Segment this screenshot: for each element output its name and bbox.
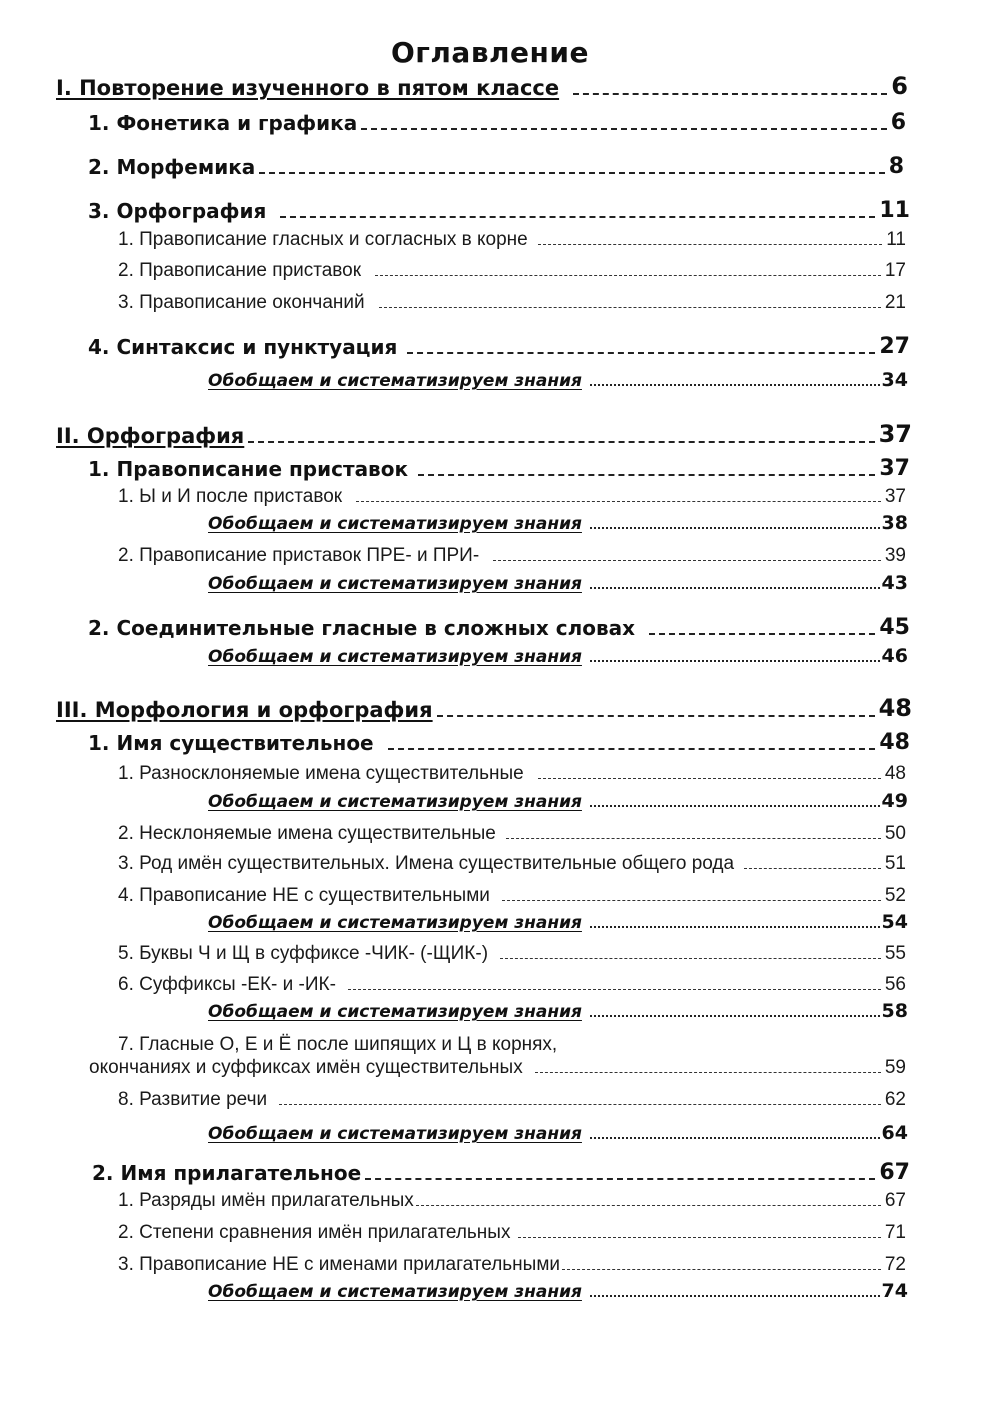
toc-page-number: 74 xyxy=(881,1280,908,1302)
toc-entry-text: 1. Правописание гласных и согласных в корне xyxy=(118,229,528,250)
toc-chapter[interactable] xyxy=(88,615,910,640)
toc-entry-text: окончаниях и суффиксах имён существительных xyxy=(89,1057,523,1078)
toc-entry-text: Обобщаем и систематизируем знания xyxy=(208,1002,582,1022)
toc-section[interactable] xyxy=(118,885,906,907)
toc-chapter[interactable] xyxy=(88,456,910,481)
page-title: Оглавление xyxy=(390,36,589,69)
toc-section[interactable] xyxy=(118,1254,906,1276)
toc-leader xyxy=(388,748,876,750)
toc-leader xyxy=(590,1015,880,1017)
toc-entry-text: 1. Фонетика и графика xyxy=(88,111,358,135)
toc-entry-text: 2. Морфемика xyxy=(88,155,256,179)
toc-section[interactable] xyxy=(118,229,906,251)
toc-page-number: 52 xyxy=(884,885,906,906)
toc-entry-text: Обобщаем и систематизируем знания xyxy=(208,647,582,667)
toc-entry-text: 1. Правописание приставок xyxy=(88,457,409,481)
toc-page-number: 62 xyxy=(884,1089,906,1110)
toc-entry-text: 3. Орфография xyxy=(88,199,267,223)
toc-summary[interactable] xyxy=(208,369,908,391)
toc-page-number: 49 xyxy=(881,790,908,812)
toc-summary[interactable] xyxy=(208,911,908,933)
toc-entry-text: I. Повторение изученного в пятом классе xyxy=(56,76,560,100)
toc-entry-text: 2. Степени сравнения имён прилагательных xyxy=(118,1222,511,1243)
toc-entry-text: 3. Правописание окончаний xyxy=(118,292,365,313)
toc-entry-text: 2. Правописание приставок xyxy=(118,260,362,281)
toc-leader xyxy=(518,1237,880,1238)
toc-entry-text: 5. Буквы Ч и Щ в суффиксе -ЧИК- (-ЩИК-) xyxy=(118,943,489,964)
toc-entry-text: 3. Правописание НЕ с именами прилагательными xyxy=(118,1254,561,1275)
toc-entry-text: 3. Род имён существительных. Имена существительные общего рода xyxy=(118,853,735,874)
toc-entry-text: 2. Несклоняемые имена существительные xyxy=(118,823,496,844)
toc-leader xyxy=(590,1137,880,1139)
toc-page-number: 48 xyxy=(884,763,906,784)
toc-leader xyxy=(573,93,887,95)
toc-page-number: 48 xyxy=(878,694,912,722)
toc-entry-text: Обобщаем и систематизируем знания xyxy=(208,792,582,812)
toc-page-number: 37 xyxy=(879,456,910,481)
toc-leader xyxy=(437,715,875,717)
toc-entry-text: 1. Разряды имён прилагательных xyxy=(118,1190,414,1211)
toc-section[interactable] xyxy=(118,545,906,567)
toc-entry-text: 8. Развитие речи xyxy=(118,1089,268,1110)
toc-leader xyxy=(375,275,881,276)
toc-chapter[interactable] xyxy=(88,198,910,223)
toc-page-number: 45 xyxy=(879,615,910,640)
toc-leader xyxy=(590,384,880,386)
toc-leader xyxy=(590,527,880,529)
toc-chapter[interactable] xyxy=(88,154,904,179)
toc-section[interactable] xyxy=(118,974,906,996)
toc-page-number: 37 xyxy=(884,486,906,507)
toc-section-line-1: 7. Гласные О, Е и Ё после шипящих и Ц в корнях, xyxy=(118,1034,558,1055)
toc-leader xyxy=(538,244,883,245)
toc-summary[interactable] xyxy=(208,572,908,594)
toc-entry-text: 2. Имя прилагательное xyxy=(92,1161,362,1185)
toc-page-number: 72 xyxy=(884,1254,906,1275)
toc-entry-text: Обобщаем и систематизируем знания xyxy=(208,913,582,933)
toc-leader xyxy=(279,1104,881,1105)
toc-leader xyxy=(379,307,881,308)
toc-page-number: 37 xyxy=(878,420,912,448)
toc-page-number: 59 xyxy=(884,1057,906,1078)
toc-leader xyxy=(590,1295,880,1297)
toc-section[interactable] xyxy=(118,763,906,785)
toc-part-2[interactable] xyxy=(56,420,912,448)
toc-summary[interactable] xyxy=(208,1000,908,1022)
toc-entry-text: Обобщаем и систематизируем знания xyxy=(208,574,582,594)
toc-summary[interactable] xyxy=(208,1122,908,1144)
toc-summary[interactable] xyxy=(208,790,908,812)
toc-page-number: 17 xyxy=(884,260,906,281)
toc-page-number: 27 xyxy=(879,334,910,359)
toc-leader xyxy=(356,501,881,502)
toc-section[interactable] xyxy=(118,1222,906,1244)
toc-section[interactable] xyxy=(118,853,906,875)
toc-page-number: 43 xyxy=(881,572,908,594)
toc-entry-text: Обобщаем и систематизируем знания xyxy=(208,514,582,534)
toc-part-1[interactable] xyxy=(56,72,908,100)
toc-leader xyxy=(535,1072,881,1073)
toc-entry-text: Обобщаем и систематизируем знания xyxy=(208,1124,582,1144)
toc-leader xyxy=(361,128,886,130)
toc-page-number: 56 xyxy=(884,974,906,995)
toc-page-number: 38 xyxy=(881,512,908,534)
toc-leader xyxy=(248,441,874,443)
toc-page-number: 50 xyxy=(884,823,906,844)
toc-page-number: 11 xyxy=(886,229,906,250)
toc-entry-text: II. Орфография xyxy=(56,424,245,448)
toc-leader xyxy=(590,926,880,928)
toc-chapter[interactable] xyxy=(88,730,910,755)
toc-entry-text: 4. Синтаксис и пунктуация xyxy=(88,335,398,359)
toc-page-number: 64 xyxy=(881,1122,908,1144)
toc-summary[interactable] xyxy=(208,1280,908,1302)
toc-section[interactable] xyxy=(118,486,906,508)
toc-page-number: 48 xyxy=(879,730,910,755)
toc-entry-text: 1. Разносклоняемые имена существительные xyxy=(118,763,524,784)
toc-page-number: 11 xyxy=(879,198,910,223)
toc-entry-text: 1. Имя существительное xyxy=(88,731,374,755)
toc-section[interactable] xyxy=(118,1089,906,1111)
toc-chapter[interactable] xyxy=(88,334,910,359)
toc-leader xyxy=(538,778,881,779)
toc-leader xyxy=(590,660,880,662)
toc-leader xyxy=(365,1178,875,1180)
toc-leader xyxy=(502,900,881,901)
toc-part-3[interactable] xyxy=(56,694,912,722)
toc-page-number: 51 xyxy=(884,853,906,874)
toc-page-number: 21 xyxy=(884,292,906,313)
toc-leader xyxy=(506,838,881,839)
toc-entry-text: 1. Ы и И после приставок xyxy=(118,486,343,507)
toc-page-number: 67 xyxy=(884,1190,906,1211)
toc-leader xyxy=(500,958,881,959)
toc-page-number: 67 xyxy=(879,1160,910,1185)
toc-chapter[interactable] xyxy=(92,1160,910,1185)
toc-summary[interactable] xyxy=(208,512,908,534)
toc-page-number: 8 xyxy=(888,154,904,179)
toc-leader xyxy=(493,560,881,561)
toc-leader xyxy=(562,1269,881,1270)
toc-leader xyxy=(416,1205,881,1206)
toc-page-number: 46 xyxy=(881,645,908,667)
toc-page-number: 6 xyxy=(890,110,906,135)
toc-leader xyxy=(744,868,881,869)
toc-section[interactable] xyxy=(118,292,906,314)
toc-entry-text: 6. Суффиксы -ЕК- и -ИК- xyxy=(118,974,336,995)
toc-entry-text: 2. Правописание приставок ПРЕ- и ПРИ- xyxy=(118,545,480,566)
toc-entry-text: 2. Соединительные гласные в сложных словах xyxy=(88,616,636,640)
toc-page-number: 58 xyxy=(881,1000,908,1022)
toc-page-number: 55 xyxy=(884,943,906,964)
toc-section[interactable] xyxy=(118,260,906,282)
toc-section[interactable] xyxy=(118,823,906,845)
toc-entry-text: 4. Правописание НЕ с существительными xyxy=(118,885,490,906)
toc-page-number: 39 xyxy=(884,545,906,566)
toc-entry-text: Обобщаем и систематизируем знания xyxy=(208,1282,582,1302)
toc-section[interactable] xyxy=(89,1057,906,1079)
toc-section[interactable] xyxy=(118,943,906,965)
toc-leader xyxy=(418,474,875,476)
toc-chapter[interactable] xyxy=(88,110,906,135)
toc-leader xyxy=(280,216,875,218)
toc-page-number: 34 xyxy=(881,369,908,391)
toc-leader xyxy=(407,352,875,354)
toc-page-number: 6 xyxy=(891,72,908,100)
toc-page-number: 71 xyxy=(884,1222,906,1243)
toc-leader xyxy=(590,587,880,589)
toc-summary[interactable] xyxy=(208,645,908,667)
toc-leader xyxy=(649,633,875,635)
toc-leader xyxy=(590,805,880,807)
toc-section[interactable] xyxy=(118,1190,906,1212)
toc-page-number: 54 xyxy=(881,911,908,933)
toc-leader xyxy=(259,172,884,174)
toc-entry-text: Обобщаем и систематизируем знания xyxy=(208,371,582,391)
toc-entry-text: III. Морфология и орфография xyxy=(56,698,433,722)
toc-leader xyxy=(348,989,881,990)
